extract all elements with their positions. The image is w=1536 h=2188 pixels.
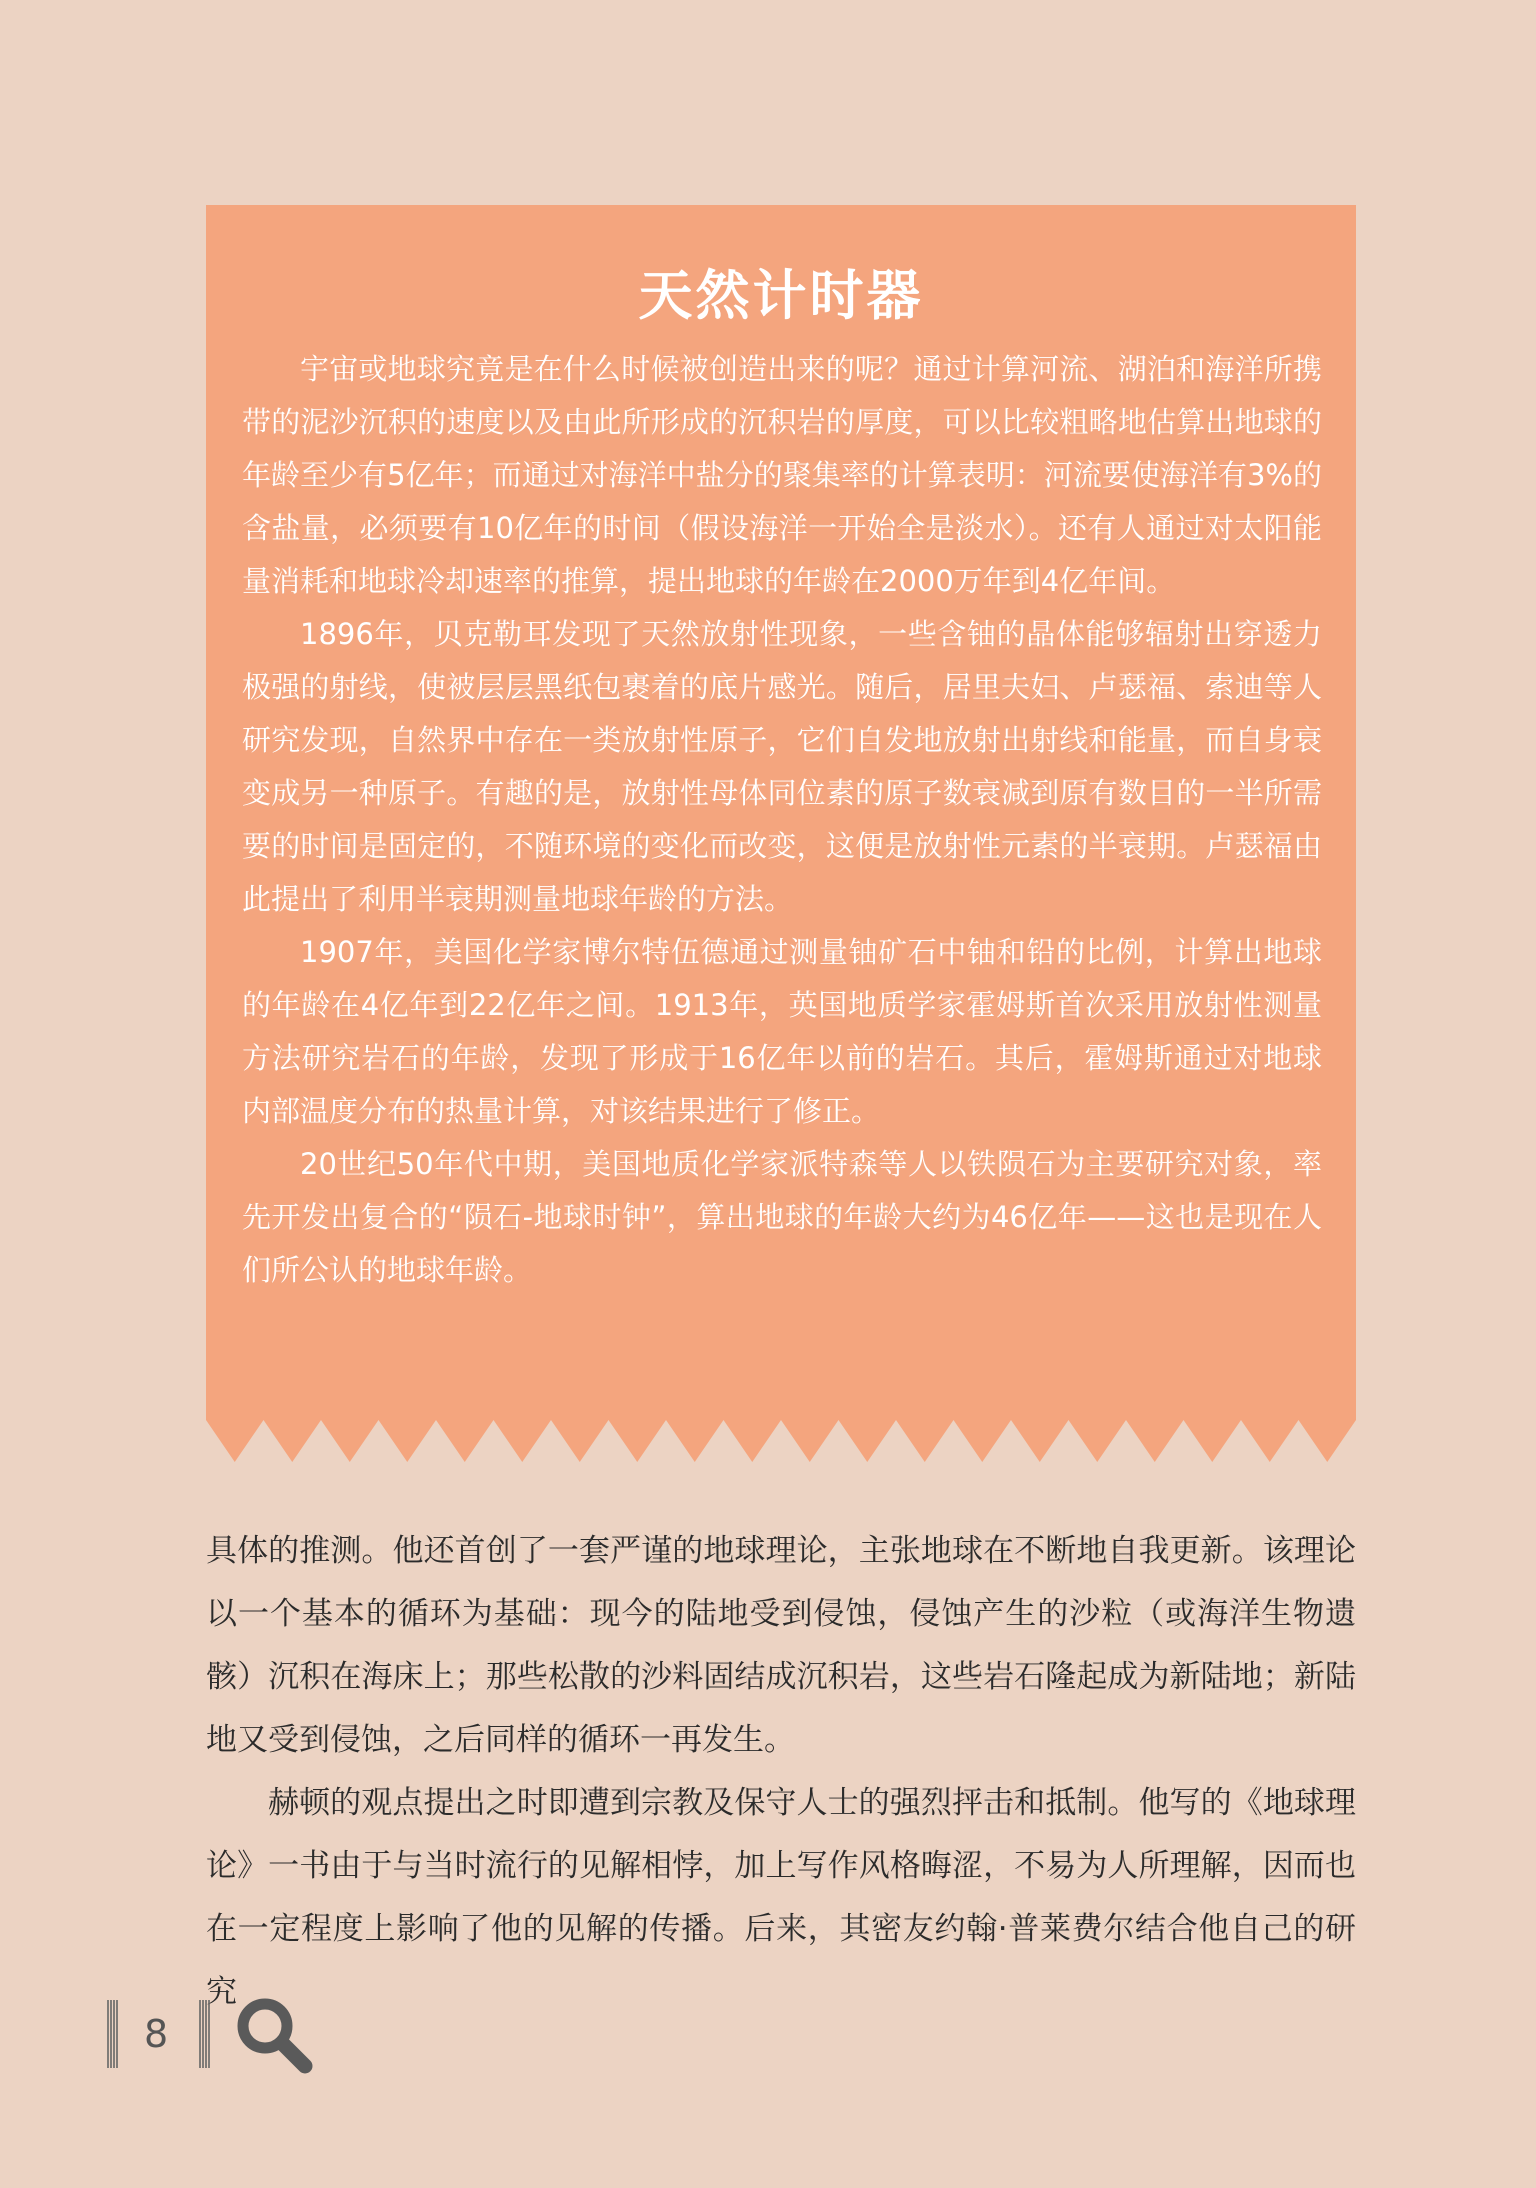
- sidebar-paragraph: 1896年，贝克勒耳发现了天然放射性现象，一些含铀的晶体能够辐射出穿透力极强的射线，使被层层黑纸包裹着的底片感光。随后，居里夫妇、卢瑟福、索迪等人研究发现，自然界中存在一类放射性原子，它们自发地放射出射线和能量，而自身衰变成另一种原子。有趣的是，放射性母体同位素的原子数衰减到原有数目的一半所需要的时间是固定的，不随环境的变化而改变，这便是放射性元素的半衰期。卢瑟福由此提出了利用半衰期测量地球年龄的方法。: [242, 617, 1322, 916]
- sidebar-box-title: 天然计时器: [638, 264, 924, 327]
- sidebar-box: [206, 205, 1356, 1465]
- page-number: 8: [144, 2012, 169, 2056]
- sidebar-box-body: [242, 343, 1322, 1297]
- magnifier-icon: [229, 1990, 319, 2080]
- body-paragraph: 具体的推测。他还首创了一套严谨的地球理论，主张地球在不断地自我更新。该理论以一个基本的循环为基础：现今的陆地受到侵蚀，侵蚀产生的沙粒（或海洋生物遗骸）沉积在海床上；那些松散的沙料固结成沉积岩，这些岩石隆起成为新陆地；新陆地又受到侵蚀，之后同样的循环一再发生。: [206, 1533, 1356, 1758]
- sidebar-paragraph: 宇宙或地球究竟是在什么时候被创造出来的呢？通过计算河流、湖泊和海洋所携带的泥沙沉积的速度以及由此所形成的沉积岩的厚度，可以比较粗略地估算出地球的年龄至少有5亿年；而通过对海洋中盐分的聚集率的计算表明：河流要使海洋有3%的含盐量，必须要有10亿年的时间（假设海洋一开始全是淡水）。还有人通过对太阳能量消耗和地球冷却速率的推算，提出地球的年龄在2000万年到4亿年间。: [242, 352, 1322, 598]
- sidebar-paragraph: 1907年，美国化学家博尔特伍德通过测量铀矿石中铀和铅的比例，计算出地球的年龄在4亿年到22亿年之间。1913年，英国地质学家霍姆斯首次采用放射性测量方法研究岩石的年龄，发现了形成于16亿年以前的岩石。其后，霍姆斯通过对地球内部温度分布的热量计算，对该结果进行了修正。: [242, 935, 1322, 1128]
- body-paragraph: 赫顿的观点提出之时即遭到宗教及保守人士的强烈抨击和抵制。他写的《地球理论》一书由于与当时流行的见解相悖，加上写作风格晦涩，不易为人所理解，因而也在一定程度上影响了他的见解的传播。后来，其密友约翰·普莱费尔结合他自己的研究: [206, 1785, 1356, 2010]
- sidebar-paragraph: 20世纪50年代中期，美国地质化学家派特森等人以铁陨石为主要研究对象，率先开发出复合的“陨石-地球时钟”，算出地球的年龄大约为46亿年——这也是现在人们所公认的地球年龄。: [242, 1147, 1322, 1287]
- page-footer: [104, 1990, 334, 2080]
- main-text: [206, 1520, 1356, 2024]
